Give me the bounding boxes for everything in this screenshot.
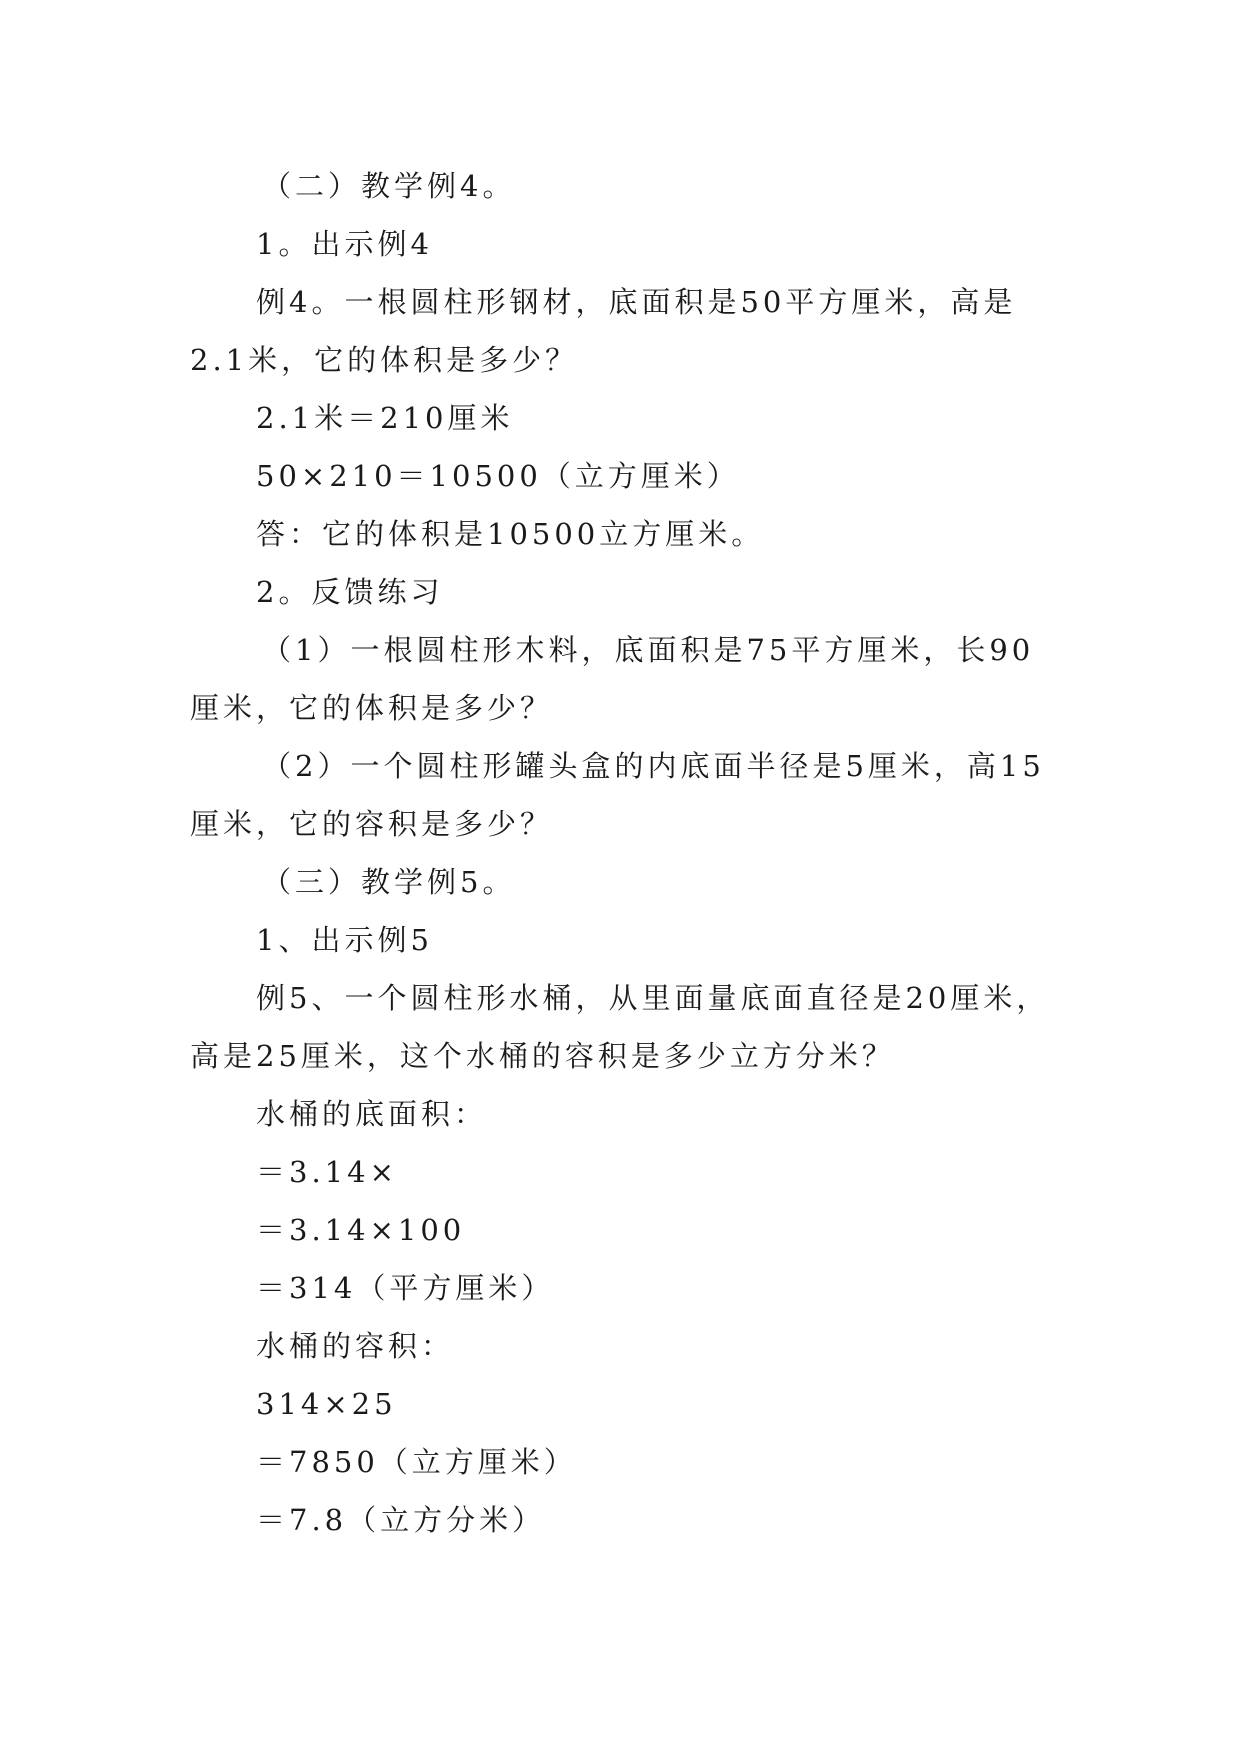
practice-2-line-1: （2）一个圆柱形罐头盒的内底面半径是5厘米，高15: [262, 749, 1045, 783]
example-4-problem-line-2: 2.1米，它的体积是多少？: [190, 343, 579, 377]
capacity-step-2: ＝7850（立方厘米）: [256, 1445, 577, 1479]
step-show-example-5: 1、出示例5: [256, 923, 433, 957]
capacity-result: ＝7.8（立方分米）: [256, 1503, 546, 1537]
step-show-example-4: 1。出示例4: [256, 227, 433, 261]
practice-1-line-2: 厘米，它的体积是多少？: [190, 691, 554, 725]
practice-1-line-1: （1）一根圆柱形木料，底面积是75平方厘米，长90: [262, 633, 1035, 667]
example-5-problem-line-2: 高是25厘米，这个水桶的容积是多少立方分米？: [190, 1039, 895, 1073]
practice-2-line-2: 厘米，它的容积是多少？: [190, 807, 554, 841]
section-heading-example-5: （三）教学例5。: [262, 865, 516, 899]
example-4-problem-line-1: 例4。一根圆柱形钢材，底面积是50平方厘米，高是: [256, 285, 1017, 319]
volume-calculation: 50×210＝10500（立方厘米）: [256, 459, 740, 493]
unit-conversion: 2.1米＝210厘米: [256, 401, 514, 435]
capacity-heading: 水桶的容积：: [256, 1329, 455, 1363]
section-heading-example-4: （二）教学例4。: [262, 169, 516, 203]
step-feedback-practice: 2。反馈练习: [256, 575, 444, 609]
example-4-answer: 答：它的体积是10500立方厘米。: [256, 517, 765, 551]
base-area-step-2: ＝3.14×100: [256, 1213, 466, 1247]
example-5-problem-line-1: 例5、一个圆柱形水桶，从里面量底面直径是20厘米，: [256, 981, 1050, 1015]
capacity-step-1: 314×25: [256, 1387, 397, 1421]
base-area-heading: 水桶的底面积：: [256, 1097, 488, 1131]
base-area-result: ＝314（平方厘米）: [256, 1271, 555, 1305]
base-area-step-1: ＝3.14×: [256, 1155, 398, 1189]
